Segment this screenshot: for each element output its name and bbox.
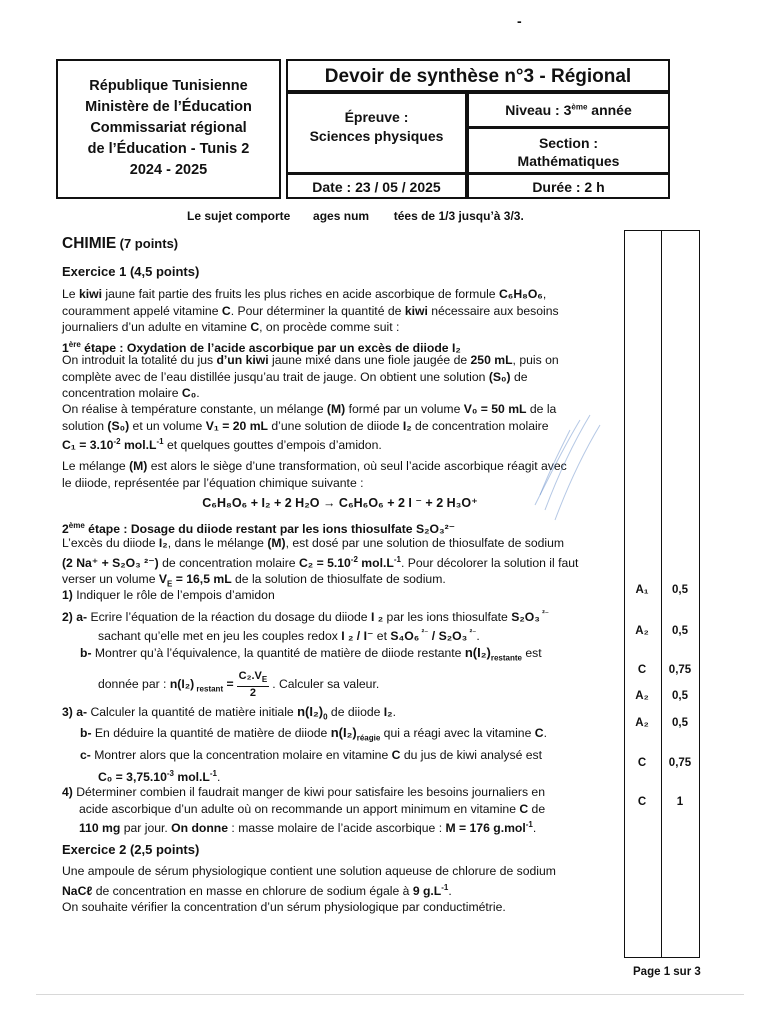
step-2-title: 2ème étape : Dosage du diiode restant par les ions thiosulfate S₂O₃²⁻ [62, 521, 456, 537]
section-value: Mathématiques [517, 153, 620, 169]
header-line: République Tunisienne [89, 78, 248, 94]
question-3b: b- En déduire la quantité de matière de diiode $n(I_2)_{réagie}$ qui a réagi avec la vitamine C. [80, 725, 547, 743]
ex1-paragraph-3: Le mélange (M) est alors le siège d’une transformation, où seul l’acide ascorbique réagit avec le diiode, représentée par l’équation chimique suivante : [62, 459, 567, 490]
exam-title: Devoir de synthèse n°3 - Régional [324, 66, 632, 87]
question-3a: 3) a- Calculer la quantité de matière initiale $n(I_2)_0$ de diiode I₂. [62, 704, 396, 722]
ex1-paragraph-2: On réalise à température constante, un mélange (M) formé par un volume V₀ = 50 mL de la solution (S₀) et un volume V₁ = 20 mL d’une solution de diiode I₂ de concentration molaire $C_1 = 3.10^{-2}$ $mol.L^{-1}$ et quelques gouttes d’empois d’amidon. [62, 402, 557, 453]
ex1-paragraph-4: L’excès du diiode I₂, dans le mélange (M), est dosé par une solution de thiosulfate de sodium (2 Na⁺ + S₂O₃ ²⁻) de concentration molaire $C_2 = 5.10^{-2}$ $mol.L^{-1}$. Pour décolorer la solution il faut verser un volume $V_E = 16,5$ mL de la solution de thiosulfate de sodium. [62, 536, 579, 589]
header-institution-box [56, 59, 281, 199]
grade-points: 0,5 [672, 690, 688, 702]
duree-box [467, 173, 670, 199]
formula-fraction: $\frac{C_2.V_E}{2}$ [238, 670, 268, 700]
exam-date: Date : 23 / 05 / 2025 [312, 179, 441, 195]
step-1-title: 1ère étape : Oxydation de l’acide ascorbique par un excès de diiode I₂ [62, 340, 461, 356]
header-line: Ministère de l’Éducation [85, 99, 252, 115]
exam-duration: Durée : 2 h [532, 179, 605, 195]
question-2a: 2) a- Ecrire l’équation de la réaction du dosage du diiode I ₂ par les ions thiosulfate S₂O₃ $^{^{2-}}$ [62, 609, 549, 625]
institution-block [58, 76, 279, 181]
top-mark: - [517, 13, 522, 29]
question-4: 4) Déterminer combien il faudrait manger de kiwi pour satisfaire les besoins journaliers en acide ascorbique d’un adulte où on recommande un apport minimum en vitamine C de 110 mg par jour. On donne : masse molaire de l’acide ascorbique : M = 176 g.mol$^{-1}$. [62, 785, 546, 836]
niveau: Niveau : 3ème année [505, 102, 632, 118]
epreuve-box [286, 92, 467, 174]
grade-points: 1 [676, 796, 684, 808]
question-2b-cont: donnée par : n(I₂) $_{restant}$ = $\frac{C_2.V_E}{2}$ . Calculer sa valeur. [98, 670, 380, 700]
header-line: Commissariat régional [90, 120, 247, 136]
grade-points: 0,5 [672, 584, 688, 596]
grade-points: 0,75 [668, 757, 692, 769]
reaction-equation: C₆H₈O₆ + I₂ + 2 H₂O → C₆H₆O₆ + 2 I ⁻ + 2 H₃O⁺ [202, 496, 478, 510]
grade-points: 0,75 [668, 664, 692, 676]
date-box [286, 173, 467, 199]
ex1-paragraph-1: On introduit la totalité du jus d’un kiwi jaune mixé dans une fiole jaugée de 250 mL, puis on complète avec de l’eau distillée jusqu’au trait de jauge. On obtient une solution (S₀) de concentration molaire C₀. [62, 353, 559, 401]
grade-code: A₂ [635, 690, 649, 702]
grade-code: C [637, 757, 647, 769]
exercise-2-title: Exercice 2 (2,5 points) [62, 842, 200, 857]
ex2-paragraph: Une ampoule de sérum physiologique contient une solution aqueuse de chlorure de sodium NaCℓ de concentration en masse en chlorure de sodium égale à 9 $g.L^{-1}$. On souhaite vérifier la concentration d’un sérum physiologique par conductimétrie. [62, 864, 556, 915]
question-2b: b- Montrer qu’à l’équivalence, la quantité de matière de diiode restante $n(I_2)_{restante}$ est [80, 645, 542, 663]
exercise-1-title: Exercice 1 (4,5 points) [62, 264, 200, 279]
official-stamp-graphic [520, 410, 610, 530]
section-label: Section : [538, 135, 599, 151]
niveau-box [467, 92, 670, 128]
grade-code: A₂ [635, 625, 649, 637]
chimie-title: CHIMIE (7 points) [62, 235, 179, 252]
question-3c-cont: $C_0 = 3,75.10^{-3}$ $mol.L^{-1}$. [98, 769, 221, 785]
bottom-divider [36, 994, 744, 995]
grade-points: 0,5 [672, 717, 688, 729]
grade-code: A₁ [635, 584, 649, 596]
page-number: Page 1 sur 3 [633, 966, 701, 978]
title-box [286, 59, 670, 92]
grade-code: C [637, 796, 647, 808]
question-1: 1) Indiquer le rôle de l’empois d’amidon [62, 588, 275, 602]
epreuve-value: Sciences physiques [309, 128, 444, 144]
epreuve-label: Épreuve : [344, 109, 409, 125]
question-3c: c- Montrer alors que la concentration molaire en vitamine C du jus de kiwi analysé est [80, 748, 543, 762]
grade-points: 0,5 [672, 625, 688, 637]
ex1-intro: Le kiwi jaune fait partie des fruits les plus riches en acide ascorbique de formule C₆H₈O₆, couramment appelé vitamine C. Pour déterminer la quantité de kiwi nécessaire aux besoins journaliers d’un adulte en vitamine C, on procède comme suit : [62, 287, 559, 335]
school-year: 2024 - 2025 [129, 162, 208, 178]
subject-note: Le sujet comporte ages num tées de 1/3 jusqu’à 3/3. [187, 209, 524, 223]
grade-code: A₂ [635, 717, 649, 729]
section-box [467, 127, 670, 174]
question-2a-cont: sachant qu’elle met en jeu les couples redox I ₂ / I⁻ et S₄O₆ $^{^{2-}}$ / S₂O₃ $^{^{2-}}$. [98, 628, 480, 644]
header-line: de l’Éducation - Tunis 2 [87, 141, 250, 157]
grade-code: C [637, 664, 647, 676]
